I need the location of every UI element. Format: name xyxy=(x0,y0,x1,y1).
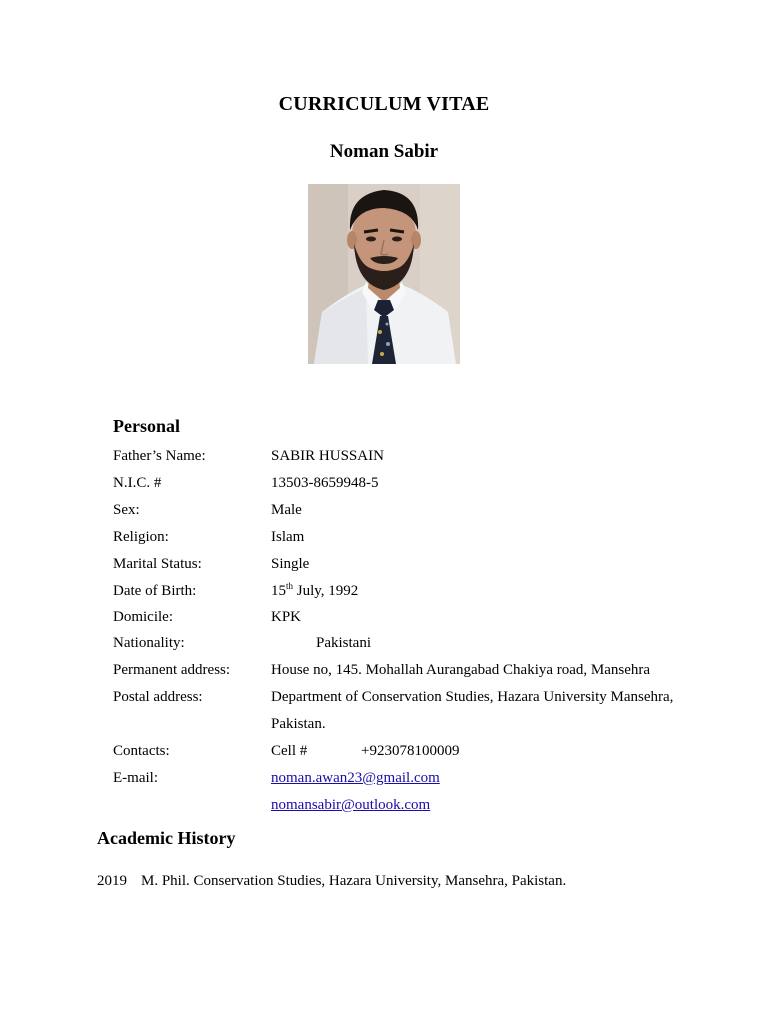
label-religion: Religion: xyxy=(113,529,169,545)
value-date-of-birth xyxy=(271,578,358,605)
label-marital-status: Marital Status: xyxy=(113,556,202,572)
dob-suffix: th xyxy=(286,581,294,591)
value-fathers-name: SABIR HUSSAIN xyxy=(271,448,384,464)
label-sex: Sex: xyxy=(113,502,140,518)
value-domicile: KPK xyxy=(271,609,302,625)
label-permanent-address: Permanent address: xyxy=(113,662,231,678)
label-contacts: Contacts: xyxy=(113,743,170,759)
dob-rest: July, 1992 xyxy=(293,583,359,599)
value-marital-status: Single xyxy=(271,556,310,572)
value-permanent-address: House no, 145. Mohallah Aurangabad Chakiya road, Mansehra xyxy=(271,662,651,678)
dob-day: 15 xyxy=(271,583,286,599)
value-postal-address-line2: Pakistan. xyxy=(271,716,326,732)
label-postal-address: Postal address: xyxy=(113,689,203,705)
cell-prefix: Cell # xyxy=(271,743,308,759)
label-nationality: Nationality: xyxy=(113,635,185,651)
section-heading-academic: Academic History xyxy=(97,828,236,848)
label-fathers-name: Father’s Name: xyxy=(113,448,206,464)
academic-description: M. Phil. Conservation Studies, Hazara University, Mansehra, Pakistan. xyxy=(141,873,567,889)
section-heading-personal: Personal xyxy=(113,416,180,436)
label-date-of-birth: Date of Birth: xyxy=(113,583,197,599)
value-email-secondary xyxy=(271,792,430,819)
value-religion: Islam xyxy=(271,529,305,545)
portrait-photo xyxy=(308,184,460,364)
value-email-primary xyxy=(271,765,440,792)
person-name: Noman Sabir xyxy=(329,141,439,162)
value-postal-address-line1: Department of Conservation Studies, Hazara University Mansehra, xyxy=(271,689,674,705)
value-sex: Male xyxy=(271,502,302,518)
email-link-primary[interactable]: noman.awan23@gmail.com xyxy=(271,770,440,786)
value-nic: 13503-8659948-5 xyxy=(271,475,379,491)
value-contacts xyxy=(271,738,460,765)
email-link-secondary[interactable]: nomansabir@outlook.com xyxy=(271,797,431,813)
label-domicile: Domicile: xyxy=(113,609,173,625)
label-nic: N.I.C. # xyxy=(113,475,162,491)
label-email: E-mail: xyxy=(113,770,158,786)
academic-year: 2019 xyxy=(97,873,127,889)
cell-number: +923078100009 xyxy=(361,743,460,759)
value-nationality: Pakistani xyxy=(316,635,371,651)
page-title: CURRICULUM VITAE xyxy=(278,93,490,115)
